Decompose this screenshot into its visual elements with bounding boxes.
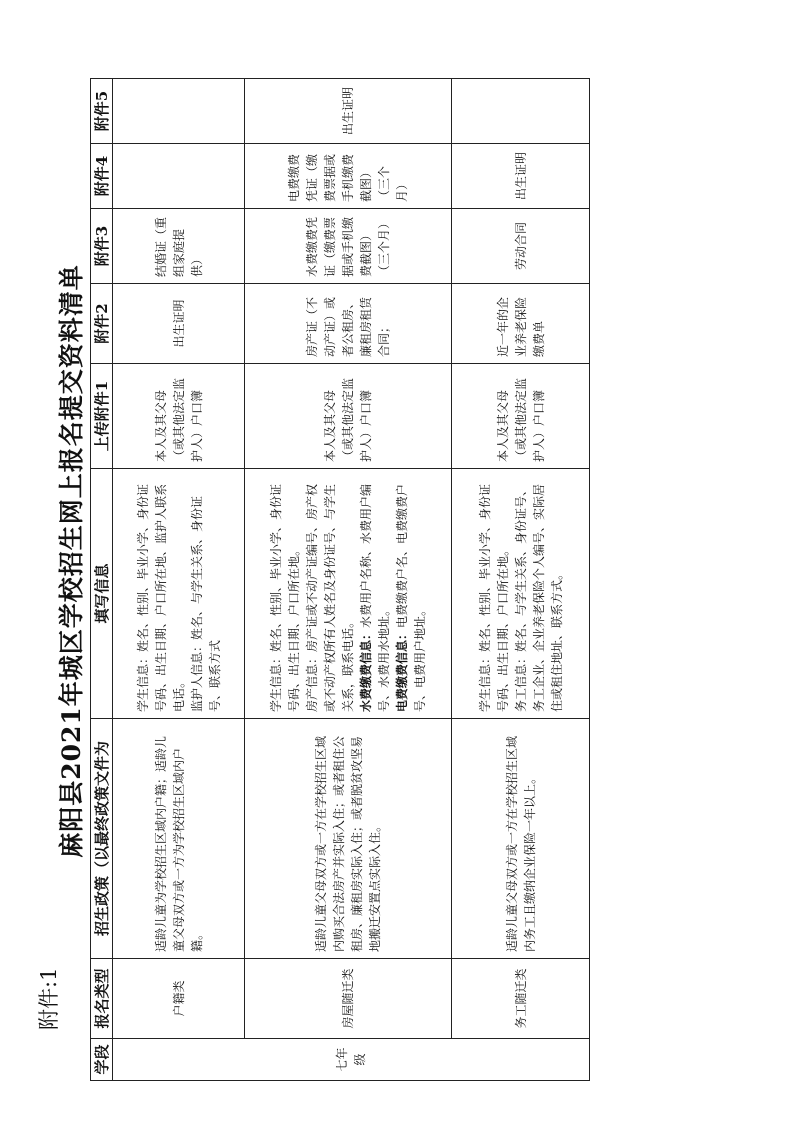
attachment-3-cell: 劳动合同 xyxy=(452,209,590,284)
category-cell: 务工随迁类 xyxy=(452,959,590,1039)
attachment-1-cell: 本人及其父母（或其他法定监护人）户口簿 xyxy=(452,364,590,469)
info-line xyxy=(188,475,224,712)
attachment-5-cell: 出生证明 xyxy=(245,79,452,144)
attachment-5-cell xyxy=(113,79,245,144)
info-text: 姓名、性别、毕业小学、身份证号码、出生日期、户口所在地。 xyxy=(269,483,301,712)
attachment-1-cell: 本人及其父母（或其他法定监护人）户口簿 xyxy=(113,364,245,469)
policy-cell: 适龄儿童父母双方或一方在学校招生区域内购买合法房产并实际入住；或者租住公租房、廉租房实际入住；或者脱贫攻坚易地搬迁安置点实际入住。 xyxy=(245,719,452,959)
info-label: 学生信息： xyxy=(477,651,492,712)
attachment-label: 附件:1 xyxy=(37,967,61,1030)
table-row xyxy=(245,79,452,1081)
info-line xyxy=(476,475,512,712)
info-line xyxy=(267,475,303,712)
info-text: 姓名、与学生关系、身份证号、务工企业、企业养老保险个人编号、实际居住或租住地址、联系方式。 xyxy=(513,483,564,712)
info-cell xyxy=(452,469,590,719)
info-line xyxy=(512,475,566,712)
grade-cell: 七年级 xyxy=(113,1039,590,1081)
attachment-4-cell: 电费缴费凭证（缴费票据或手机缴费截图）（三个月） xyxy=(245,144,452,209)
attachment-3-cell: 结婚证（重组家庭提供） xyxy=(113,209,245,284)
materials-table xyxy=(90,78,590,1081)
col-att4: 附件4 xyxy=(91,144,113,209)
category-cell: 房屋随迁类 xyxy=(245,959,452,1039)
attachment-1-cell: 本人及其父母（或其他法定监护人）户口簿 xyxy=(245,364,452,469)
col-att2: 附件2 xyxy=(91,284,113,364)
attachment-2-cell: 房产证（不动产证）或者公租房、廉租房租赁合同； xyxy=(245,284,452,364)
policy-cell: 适龄儿童为学校招生区域内户籍；适龄儿童父母双方或一方为学校招生区域内户籍。 xyxy=(113,719,245,959)
info-line xyxy=(303,475,357,712)
document-title: 麻阳县2021年城区学校招生网上报名提交资料清单 xyxy=(57,264,86,858)
col-grade: 学段 xyxy=(91,1039,113,1081)
info-text: 姓名、性别、毕业小学、身份证号码、出生日期、户口所在地。 xyxy=(477,483,510,712)
info-text: 水费用户名称、水费用户编号、水费用水地址。 xyxy=(359,483,391,712)
attachment-5-cell xyxy=(452,79,590,144)
col-policy: 招生政策（以最终政策文件为 xyxy=(91,719,113,959)
attachment-3-cell: 水费缴费凭证（缴费票据或手机缴费截图）（三个月） xyxy=(245,209,452,284)
info-line xyxy=(393,475,429,712)
col-category: 报名类型 xyxy=(91,959,113,1039)
info-text: 房产证或不动产证编号、房产权或不动产权所有人姓名及身份证号、与学生关系，联系电话。 xyxy=(305,483,355,712)
info-cell xyxy=(113,469,245,719)
table-row xyxy=(113,79,245,1081)
info-text: 姓名、性别、毕业小学、身份证号码、出生日期、户口所在地、监护人联系电话。 xyxy=(135,483,186,712)
info-line xyxy=(134,475,188,712)
attachment-2-cell: 出生证明 xyxy=(113,284,245,364)
policy-cell: 适龄儿童父母双方或一方在学校招生区域内务工且缴纳企业保险一年以上。 xyxy=(452,719,590,959)
attachment-4-cell xyxy=(113,144,245,209)
info-label: 水费缴费信息： xyxy=(359,627,373,712)
col-att1: 上传附件1 xyxy=(91,364,113,469)
attachment-4-cell: 出生证明 xyxy=(452,144,590,209)
col-info: 填写信息 xyxy=(91,469,113,719)
info-label: 监护人信息： xyxy=(189,639,204,712)
category-cell: 户籍类 xyxy=(113,959,245,1039)
col-att3: 附件3 xyxy=(91,209,113,284)
info-cell xyxy=(245,469,452,719)
info-label: 电费缴费信息： xyxy=(395,627,409,712)
info-text: 姓名、与学生关系、身份证号、联系方式 xyxy=(189,495,222,712)
info-label: 学生信息： xyxy=(135,651,150,712)
info-text: 电费缴费户名、电费缴费户号、电费用户地址。 xyxy=(395,483,427,712)
info-line xyxy=(357,475,393,712)
info-label: 房产信息： xyxy=(305,651,319,712)
header-row xyxy=(91,79,113,1081)
info-label: 学生信息： xyxy=(269,651,283,712)
info-label: 务工信息： xyxy=(513,651,528,712)
table-row xyxy=(452,79,590,1081)
col-att5: 附件5 xyxy=(91,79,113,144)
attachment-2-cell: 近一年的企业养老保险缴费单 xyxy=(452,284,590,364)
